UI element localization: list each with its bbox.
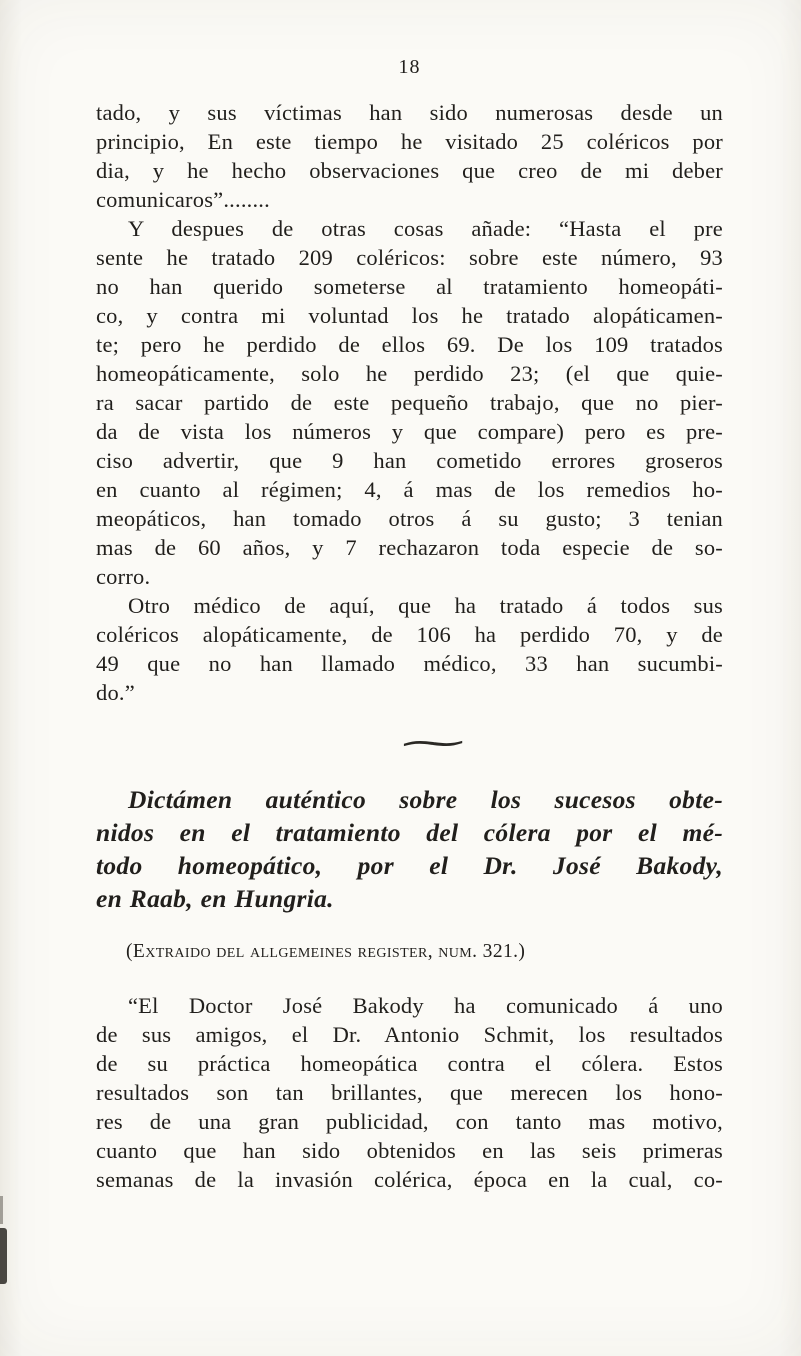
text-line: dia, y he hecho observaciones que creo de mi deber xyxy=(96,158,723,183)
text-line: te; pero he perdido de ellos 69. De los 109 tratados xyxy=(96,332,723,357)
text-line: de su práctica homeopática contra el cólera. Estos xyxy=(96,1051,723,1076)
section-heading xyxy=(96,783,723,915)
section-divider-ornament xyxy=(96,723,723,761)
text-line: semanas de la invasión colérica, época en la cual, co- xyxy=(96,1167,723,1192)
paragraph-continuation xyxy=(96,98,723,214)
scan-artifact xyxy=(0,1228,7,1284)
text-line: Dictámen auténtico sobre los sucesos obte- xyxy=(128,785,723,814)
source-citation-text: (Extraido del allgemeines register, num. 321.) xyxy=(126,941,526,962)
text-line: principio, En este tiempo he visitado 25 coléricos por xyxy=(96,129,723,154)
text-line: de sus amigos, el Dr. Antonio Schmit, los resultados xyxy=(96,1022,723,1047)
text-line: resultados son tan brillantes, que merecen los hono- xyxy=(96,1080,723,1105)
text-line: Y despues de otras cosas añade: “Hasta el pre xyxy=(128,216,723,241)
text-line: nidos en el tratamiento del cólera por el mé- xyxy=(96,818,723,847)
text-line: todo homeopático, por el Dr. José Bakody, xyxy=(96,851,723,880)
text-line: sente he tratado 209 coléricos: sobre este número, 93 xyxy=(96,245,723,270)
text-line: do.” xyxy=(96,680,135,705)
text-line: 49 que no han llamado médico, 33 han sucumbi- xyxy=(96,651,723,676)
squiggle-glyph: ⁓ xyxy=(400,725,465,762)
text-line: “El Doctor José Bakody ha comunicado á uno xyxy=(128,993,723,1018)
text-line: cuanto que han sido obtenidos en las seis primeras xyxy=(96,1138,723,1163)
paragraph-bakody-report xyxy=(96,991,723,1194)
source-citation xyxy=(96,939,723,965)
text-line: ciso advertir, que 9 han cometido errores groseros xyxy=(96,448,723,473)
scan-artifact-faint xyxy=(0,1196,3,1224)
text-line: da de vista los números y que compare) pero es pre- xyxy=(96,419,723,444)
text-line: tado, y sus víctimas han sido numerosas desde un xyxy=(96,100,723,125)
text-line: en Raab, en Hungria. xyxy=(96,884,334,913)
text-line: comunicaros”........ xyxy=(96,187,270,212)
text-line: co, y contra mi voluntad los he tratado alopáticamen- xyxy=(96,303,723,328)
text-line: Otro médico de aquí, que ha tratado á todos sus xyxy=(128,593,723,618)
text-line: mas de 60 años, y 7 rechazaron toda especie de so- xyxy=(96,535,723,560)
text-line: corro. xyxy=(96,564,151,589)
text-line: meopáticos, han tomado otros á su gusto; 3 tenian xyxy=(96,506,723,531)
paragraph-other-doctor xyxy=(96,591,723,707)
text-line: homeopáticamente, solo he perdido 23; (el que quie- xyxy=(96,361,723,386)
text-line: ra sacar partido de este pequeño trabajo, que no pier- xyxy=(96,390,723,415)
page-number: 18 xyxy=(398,56,421,78)
text-line: en cuanto al régimen; 4, á mas de los remedios ho- xyxy=(96,477,723,502)
text-line: coléricos alopáticamente, de 106 ha perdido 70, y de xyxy=(96,622,723,647)
paragraph-quote-statistics xyxy=(96,214,723,591)
text-line: res de una gran publicidad, con tanto mas motivo, xyxy=(96,1109,723,1134)
text-line: no han querido someterse al tratamiento homeopáti- xyxy=(96,274,723,299)
body-text xyxy=(96,98,723,707)
